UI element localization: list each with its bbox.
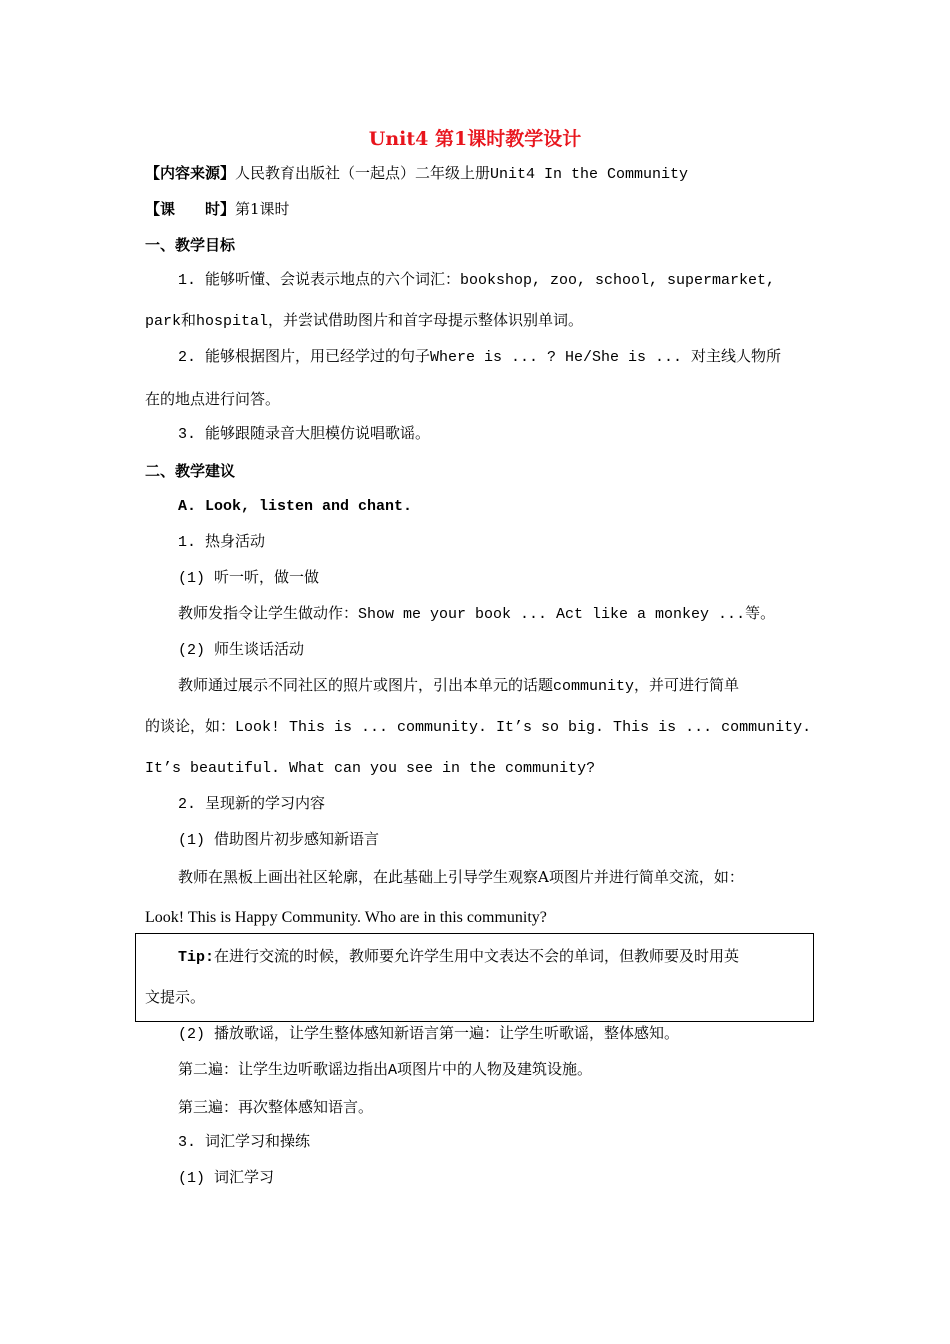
step-1-2-line-2: 的谈论，如：Look! This is ... community. It’s so big. This is ... community. xyxy=(145,719,812,736)
step-1-1-heading: (1) 听一听，做一做 xyxy=(178,570,320,587)
goal-1-line-2: park和hospital，并尝试借助图片和首字母提示整体识别单词。 xyxy=(145,313,584,330)
step-2-1-line-2: Look! This is Happy Community. Who are in this community? xyxy=(145,909,547,926)
step-2-2-heading: (2) 播放歌谣，让学生整体感知新语言第一遍：让学生听歌谣，整体感知。 xyxy=(178,1026,680,1043)
goal-3: 3. 能够跟随录音大胆模仿说唱歌谣。 xyxy=(178,426,431,443)
tip-text: 在进行交流的时候，教师要允许学生用中文表达不会的单词，但教师要及时用英 xyxy=(214,947,740,965)
source-line xyxy=(145,163,688,185)
step-2-1-line-1: 教师在黑板上画出社区轮廓，在此基础上引导学生观察A项图片并进行简单交流，如： xyxy=(178,868,744,886)
tip-line-2: 文提示。 xyxy=(145,988,206,1006)
goal-2-line-1: 2. 能够根据图片，用已经学过的句子Where is ... ? He/She is ... 对主线人物所 xyxy=(178,349,782,366)
section-heading-suggestions: 二、教学建议 xyxy=(145,462,236,480)
document-title: Unit4 第1课时教学设计 xyxy=(368,128,582,150)
step-1-2-line-1: 教师通过展示不同社区的照片或图片，引出本单元的话题community，并可进行简单 xyxy=(178,678,740,695)
step-2-2-second: 第二遍：让学生边听歌谣边指出A项图片中的人物及建筑设施。 xyxy=(178,1062,593,1079)
step-1-2-line-3: It’s beautiful. What can you see in the community? xyxy=(145,760,596,777)
step-2-1-heading: (1) 借助图片初步感知新语言 xyxy=(178,832,380,849)
source-label: 【内容来源】 xyxy=(145,164,236,182)
step-3-1-heading: (1) 词汇学习 xyxy=(178,1170,275,1187)
section-heading-goals: 一、教学目标 xyxy=(145,236,236,254)
tip-line-1 xyxy=(178,946,739,968)
goal-2-line-2: 在的地点进行问答。 xyxy=(145,390,281,408)
source-text: 人民教育出版社（一起点）二年级上册Unit4 In the Community xyxy=(235,166,689,183)
step-2-2-third: 第三遍：再次整体感知语言。 xyxy=(178,1098,374,1116)
step-1-heading: 1. 热身活动 xyxy=(178,534,266,551)
step-1-2-heading: (2) 师生谈话活动 xyxy=(178,642,305,659)
part-a-heading: A. Look, listen and chant. xyxy=(178,498,413,515)
step-1-1-text: 教师发指令让学生做动作：Show me your book ... Act like a monkey ...等。 xyxy=(178,606,776,623)
tip-label: Tip: xyxy=(178,949,215,966)
step-2-heading: 2. 呈现新的学习内容 xyxy=(178,796,326,813)
lesson-line xyxy=(145,199,290,219)
lesson-label: 【课 时】 xyxy=(145,200,236,218)
step-3-heading: 3. 词汇学习和操练 xyxy=(178,1134,311,1151)
goal-1-line-1: 1. 能够听懂、会说表示地点的六个词汇：bookshop, zoo, school, supermarket, xyxy=(178,272,776,289)
lesson-text: 第1课时 xyxy=(235,200,290,218)
